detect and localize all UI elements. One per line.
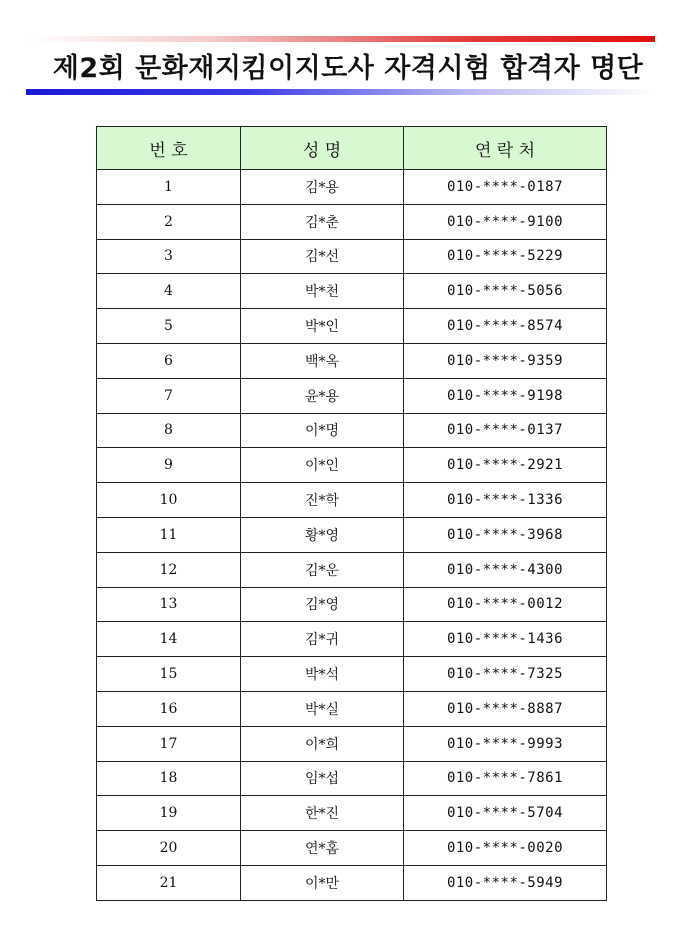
cell-number: 12	[97, 552, 241, 587]
cell-phone: 010-****-7325	[404, 657, 607, 692]
cell-name: 한*진	[241, 796, 404, 831]
title-bottom-bar	[26, 89, 656, 95]
table-row	[97, 378, 607, 413]
table-row	[97, 413, 607, 448]
table-row	[97, 622, 607, 657]
cell-phone: 010-****-4300	[404, 552, 607, 587]
table-row	[97, 309, 607, 344]
cell-name: 김*영	[241, 587, 404, 622]
cell-number: 10	[97, 483, 241, 518]
title-top-bar	[30, 36, 655, 42]
table-row	[97, 517, 607, 552]
cell-number: 2	[97, 204, 241, 239]
cell-phone: 010-****-1336	[404, 483, 607, 518]
cell-name: 백*옥	[241, 343, 404, 378]
column-header-name: 성 명	[241, 127, 404, 170]
cell-name: 진*학	[241, 483, 404, 518]
cell-phone: 010-****-0137	[404, 413, 607, 448]
cell-phone: 010-****-9359	[404, 343, 607, 378]
table-row	[97, 448, 607, 483]
cell-name: 김*용	[241, 170, 404, 205]
table-row	[97, 274, 607, 309]
table-row	[97, 343, 607, 378]
cell-phone: 010-****-8887	[404, 691, 607, 726]
table-row	[97, 865, 607, 900]
cell-phone: 010-****-5056	[404, 274, 607, 309]
page-title: 제2회 문화재지킴이지도사 자격시험 합격자 명단	[52, 53, 644, 84]
cell-name: 임*섭	[241, 761, 404, 796]
cell-phone: 010-****-0020	[404, 831, 607, 866]
cell-number: 19	[97, 796, 241, 831]
cell-name: 연*홈	[241, 831, 404, 866]
cell-phone: 010-****-9100	[404, 204, 607, 239]
cell-name: 황*영	[241, 517, 404, 552]
cell-name: 윤*용	[241, 378, 404, 413]
table-row	[97, 657, 607, 692]
cell-name: 이*인	[241, 448, 404, 483]
cell-name: 박*석	[241, 657, 404, 692]
cell-number: 1	[97, 170, 241, 205]
table-row	[97, 726, 607, 761]
table-body	[97, 170, 607, 901]
passers-table	[96, 126, 607, 901]
cell-name: 김*운	[241, 552, 404, 587]
cell-number: 4	[97, 274, 241, 309]
table-row	[97, 796, 607, 831]
cell-name: 김*선	[241, 239, 404, 274]
cell-phone: 010-****-0187	[404, 170, 607, 205]
table-row	[97, 761, 607, 796]
cell-name: 김*귀	[241, 622, 404, 657]
cell-phone: 010-****-8574	[404, 309, 607, 344]
cell-number: 8	[97, 413, 241, 448]
cell-name: 이*명	[241, 413, 404, 448]
column-header-phone: 연 락 처	[404, 127, 607, 170]
cell-number: 3	[97, 239, 241, 274]
cell-phone: 010-****-1436	[404, 622, 607, 657]
cell-name: 박*실	[241, 691, 404, 726]
table-row	[97, 691, 607, 726]
cell-number: 11	[97, 517, 241, 552]
cell-name: 이*희	[241, 726, 404, 761]
cell-phone: 010-****-5229	[404, 239, 607, 274]
table-row	[97, 204, 607, 239]
cell-phone: 010-****-5949	[404, 865, 607, 900]
cell-name: 김*춘	[241, 204, 404, 239]
cell-number: 14	[97, 622, 241, 657]
table-row	[97, 587, 607, 622]
cell-name: 이*만	[241, 865, 404, 900]
cell-name: 박*천	[241, 274, 404, 309]
table-row	[97, 483, 607, 518]
cell-name: 박*인	[241, 309, 404, 344]
cell-number: 20	[97, 831, 241, 866]
cell-number: 13	[97, 587, 241, 622]
cell-phone: 010-****-7861	[404, 761, 607, 796]
table-header-row	[97, 127, 607, 170]
cell-number: 16	[97, 691, 241, 726]
table-row	[97, 831, 607, 866]
cell-number: 6	[97, 343, 241, 378]
table-row	[97, 170, 607, 205]
cell-phone: 010-****-0012	[404, 587, 607, 622]
table-row	[97, 552, 607, 587]
cell-number: 18	[97, 761, 241, 796]
cell-number: 17	[97, 726, 241, 761]
cell-phone: 010-****-2921	[404, 448, 607, 483]
table-row	[97, 239, 607, 274]
cell-phone: 010-****-9198	[404, 378, 607, 413]
cell-number: 7	[97, 378, 241, 413]
cell-phone: 010-****-3968	[404, 517, 607, 552]
cell-number: 21	[97, 865, 241, 900]
cell-number: 5	[97, 309, 241, 344]
cell-phone: 010-****-9993	[404, 726, 607, 761]
column-header-number: 번 호	[97, 127, 241, 170]
cell-phone: 010-****-5704	[404, 796, 607, 831]
cell-number: 9	[97, 448, 241, 483]
cell-number: 15	[97, 657, 241, 692]
